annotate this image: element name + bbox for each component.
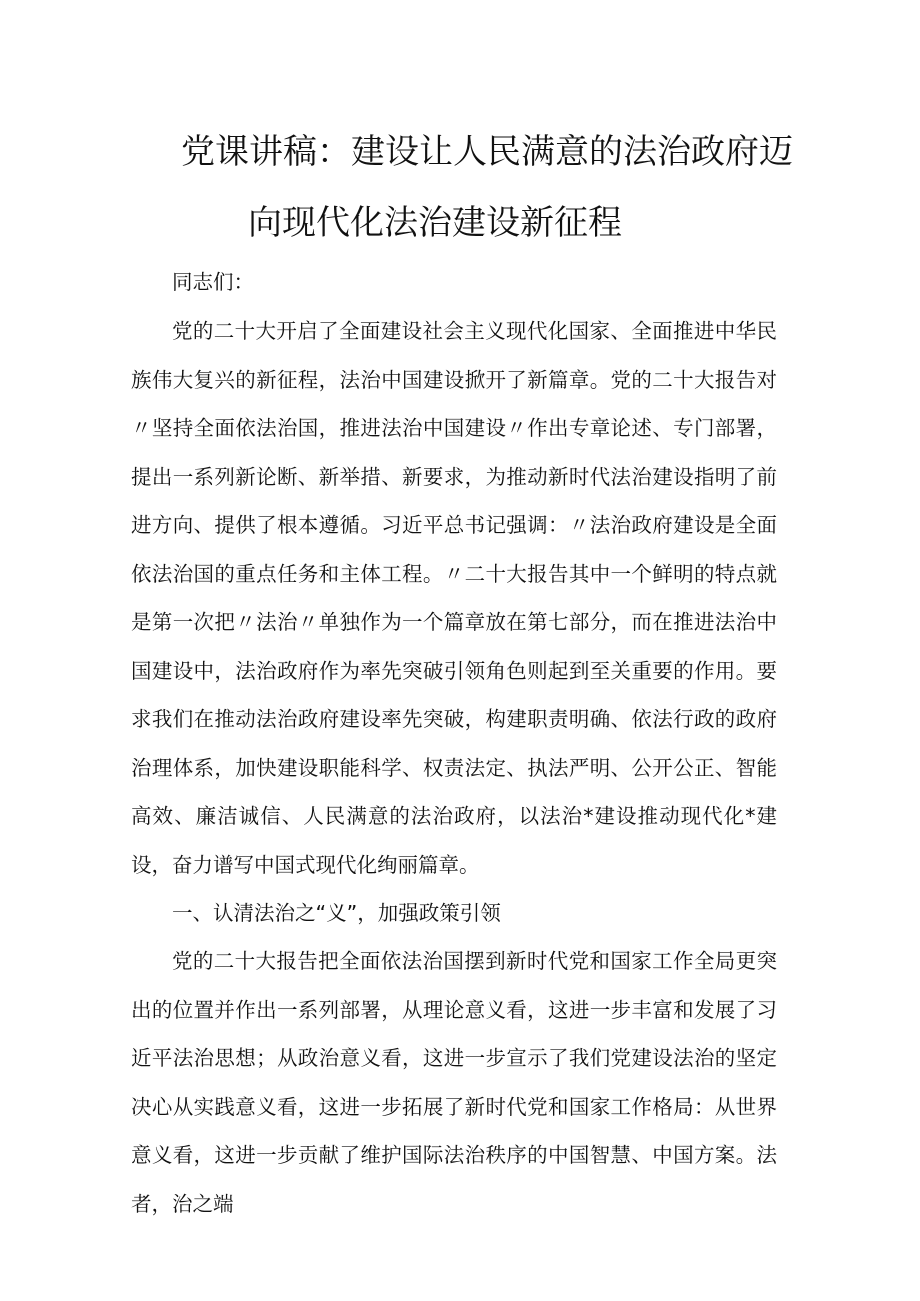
paragraph-section-1: 党的二十大报告把全面依法治国摆到新时代党和国家工作全局更突出的位置并作出一系列部署，从理论意义看，这进一步丰富和发展了习近平法治思想；从政治意义看，这进一步宣示了我们党建设法治的坚定决心从实践意义看，这进一步拓展了新时代党和国家工作格局：从世界意义看，这进一步贡献了维护国际法治秩序的中国智慧、中国方案。法者，治之端 [131, 949, 777, 1216]
salutation: 同志们： [172, 270, 254, 294]
section-heading-1: 一、认清法治之“义”，加强政策引领 [172, 901, 501, 925]
document-title-line-1: 党课讲稿：建设让人民满意的法治政府迈 [181, 132, 793, 172]
document-title-line-2: 向现代化法治建设新征程 [248, 203, 622, 243]
paragraph-intro: 党的二十大开启了全面建设社会主义现代化国家、全面推进中华民族伟大复兴的新征程，法治中国建设掀开了新篇章。党的二十大报告对〃坚持全面依法治国，推进法治中国建设〃作出专章论述、专门部署，提出一系列新论断、新举措、新要求，为推动新时代法治建设指明了前进方向、提供了根本遵循。习近平总书记强调：〃法治政府建设是全面依法治国的重点任务和主体工程。〃二十大报告其中一个鲜明的特点就是第一次把〃法治〃单独作为一个篇章放在第七部分，而在推进法治中国建设中，法治政府作为率先突破引领角色则起到至关重要的作用。要求我们在推动法治政府建设率先突破，构建职责明确、依法行政的政府治理体系，加快建设职能科学、权责法定、执法严明、公开公正、智能高效、廉洁诚信、人民满意的法治政府，以法治*建设推动现代化*建设，奋力谱写中国式现代化绚丽篇章。 [131, 319, 777, 877]
